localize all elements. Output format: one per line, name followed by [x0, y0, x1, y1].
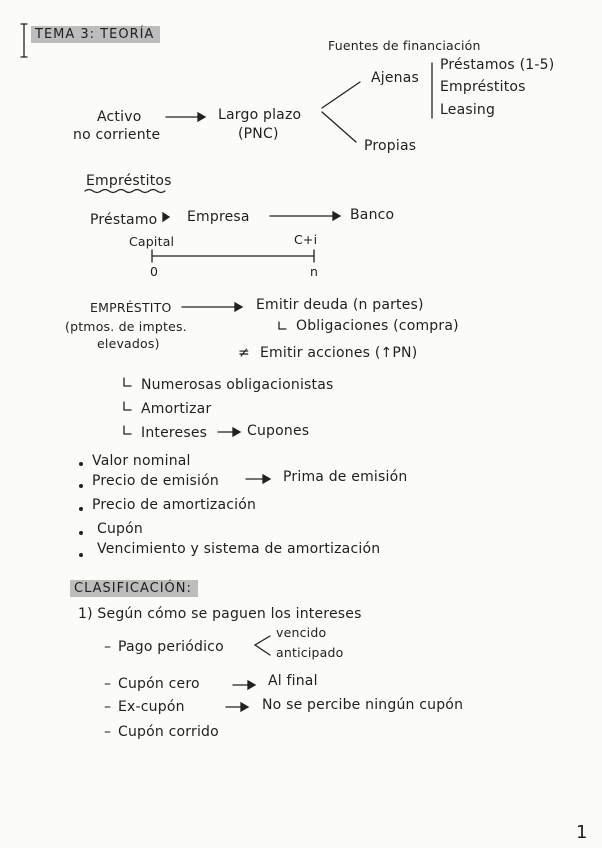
clasificacion-title: CLASIFICACIÓN:	[70, 580, 198, 597]
ex-cupon-description: No se percibe ningún cupón	[262, 697, 464, 713]
hook-amortizar	[124, 402, 131, 410]
dash-marker: –	[104, 639, 111, 655]
dash-marker: –	[104, 699, 111, 715]
page-number: 1	[576, 822, 588, 843]
cupon-corrido-label: Cupón corrido	[118, 724, 219, 740]
vencido-label: vencido	[276, 625, 327, 640]
no-corriente-label: no corriente	[73, 127, 161, 143]
ajenas-item-leasing: Leasing	[440, 102, 496, 118]
arrowhead-activo-largo	[198, 113, 205, 121]
arrowhead-precio-emision	[263, 475, 270, 483]
obligaciones-label: Obligaciones (compra)	[296, 318, 459, 334]
bullet-precio-amortizacion	[79, 507, 83, 511]
dash-marker: –	[104, 724, 111, 740]
concept-precio-emision: Precio de emisión	[92, 473, 219, 489]
heading-underline	[85, 190, 165, 193]
prestamo-label: Préstamo	[90, 212, 158, 228]
pnc-label: (PNC)	[238, 126, 279, 142]
concept-cupon: Cupón	[97, 521, 143, 537]
capital-label: Capital	[129, 234, 175, 249]
emprestito-note-line2: elevados)	[97, 336, 160, 351]
banco-label: Banco	[350, 207, 395, 223]
sub-item-amortizar: Amortizar	[141, 401, 212, 417]
concept-vencimiento: Vencimiento y sistema de amortización	[97, 541, 381, 557]
propias-label: Propias	[364, 138, 417, 154]
bullet-valor-nominal	[79, 462, 83, 466]
not-equal-sign: ≠	[238, 345, 250, 361]
cupones-label: Cupones	[247, 423, 310, 439]
concept-valor-nominal: Valor nominal	[92, 453, 191, 469]
arrowhead-cupon-cero	[248, 681, 255, 689]
c-plus-i-label: C+i	[294, 232, 318, 247]
timeline-end-label: n	[310, 264, 319, 279]
emprestito-note-line1: (ptmos. de imptes.	[65, 319, 187, 334]
arrowhead-intereses	[233, 428, 240, 436]
clasificacion-rule-1: 1) Según cómo se paguen los intereses	[78, 606, 362, 622]
arrowhead-empresa-banco	[333, 212, 340, 220]
bracket-pago	[255, 636, 270, 655]
ajenas-label: Ajenas	[371, 70, 420, 86]
branch-ajenas	[322, 82, 360, 108]
arrowhead-ex-cupon	[241, 703, 248, 711]
page-title: TEMA 3: TEORÍA	[31, 26, 160, 43]
dash-marker: –	[104, 676, 111, 692]
emprestitos-heading: Empréstitos	[86, 173, 172, 189]
bullet-vencimiento	[79, 553, 83, 557]
sub-item-numerosas: Numerosas obligacionistas	[141, 377, 334, 393]
pago-periodico-label: Pago periódico	[118, 639, 224, 655]
ajenas-item-prestamos: Préstamos (1-5)	[440, 57, 555, 73]
arrowhead-prestamo	[163, 213, 169, 221]
bullet-cupon	[79, 531, 83, 535]
largo-plazo-label: Largo plazo	[218, 107, 302, 123]
concept-precio-amortizacion: Precio de amortización	[92, 497, 257, 513]
cupon-cero-label: Cupón cero	[118, 676, 200, 692]
hook-obligaciones	[279, 322, 286, 329]
emitir-acciones-label: Emitir acciones (↑PN)	[260, 345, 418, 361]
ex-cupon-label: Ex-cupón	[118, 699, 185, 715]
concept-prima-emision: Prima de emisión	[283, 469, 408, 485]
emprestito-label: EMPRÉSTITO	[90, 300, 172, 315]
empresa-label: Empresa	[187, 209, 250, 225]
sub-item-intereses: Intereses	[141, 425, 208, 441]
ajenas-item-emprestitos: Empréstitos	[440, 79, 526, 95]
bullet-precio-emision	[79, 484, 83, 488]
activo-label: Activo	[97, 109, 142, 125]
branch-propias	[322, 112, 356, 142]
al-final-label: Al final	[268, 673, 318, 689]
financing-title: Fuentes de financiación	[328, 38, 481, 53]
arrowhead-emprestito	[235, 303, 242, 311]
hook-numerosas	[124, 378, 131, 386]
emitir-deuda-label: Emitir deuda (n partes)	[256, 297, 424, 313]
timeline-start-label: 0	[150, 264, 159, 279]
hook-intereses	[124, 426, 131, 434]
anticipado-label: anticipado	[276, 645, 344, 660]
